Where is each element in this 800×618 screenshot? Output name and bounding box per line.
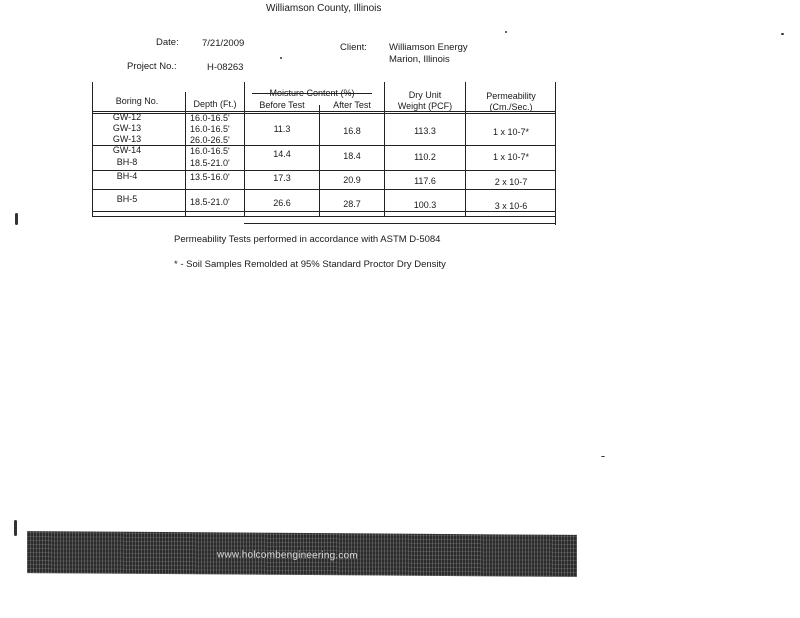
moisture-before-cell: 17.3 [273, 173, 291, 183]
moisture-before-cell: 26.6 [273, 198, 291, 208]
moisture-before-cell: 14.4 [273, 149, 291, 159]
project-label: Project No.: [127, 61, 177, 72]
dry-unit-cell: 110.2 [414, 152, 436, 162]
dry-unit-cell: 113.3 [414, 126, 436, 136]
dry-unit-cell: 100.3 [413, 200, 437, 210]
date-label: Date: [156, 37, 179, 48]
header-before-test: Before Test [259, 100, 305, 110]
permeability-cell: 3 x 10-6 [494, 201, 528, 211]
moisture-after-cell: 28.7 [343, 199, 361, 209]
boring-cell: BH-4 [116, 171, 138, 181]
scan-speck [15, 213, 18, 225]
depth-cell: 18.5-21.0' [190, 158, 230, 168]
scan-speck [781, 33, 784, 35]
header-depth: Depth (Ft.) [193, 99, 237, 109]
depth-cell: 16.0-16.5' [190, 113, 230, 123]
header-cm-sec: (Cm./Sec.) [489, 102, 533, 112]
footer-banner [27, 531, 577, 577]
client-location: Marion, Illinois [389, 54, 450, 65]
boring-cell: BH-8 [116, 157, 138, 167]
date-value: 7/21/2009 [202, 38, 245, 49]
depth-cell: 18.5-21.0' [190, 197, 230, 207]
header-weight-pcf: Weight (PCF) [397, 101, 453, 111]
permeability-cell: 2 x 10-7 [494, 177, 528, 187]
moisture-after-cell: 18.4 [343, 151, 361, 161]
scan-speck [14, 520, 17, 536]
boring-cell: GW-14 [112, 145, 142, 155]
header-boring-no: Boring No. [115, 96, 159, 106]
county-heading: Williamson County, Illinois [266, 3, 382, 14]
depth-cell: 13.5-16.0' [190, 172, 230, 182]
moisture-after-cell: 16.8 [343, 126, 361, 136]
scan-speck [601, 456, 605, 457]
scan-speck [280, 57, 282, 59]
depth-cell: 16.0-16.5' [190, 124, 230, 134]
scan-speck [505, 31, 507, 33]
header-dry-unit: Dry Unit [408, 90, 442, 100]
dry-unit-cell: 117.6 [414, 176, 436, 186]
header-after-test: After Test [333, 100, 371, 110]
boring-cell: BH-5 [116, 194, 138, 204]
boring-cell: GW-13 [112, 123, 142, 133]
client-label: Client: [340, 42, 367, 53]
remolded-note: * - Soil Samples Remolded at 95% Standard Proctor Dry Density [174, 259, 446, 270]
header-moisture-content: Moisture Content (%) [269, 88, 355, 98]
depth-cell: 26.0-26.5' [190, 135, 230, 145]
moisture-after-cell: 20.9 [343, 175, 361, 185]
boring-cell: GW-13 [112, 134, 142, 144]
moisture-before-cell: 11.3 [273, 124, 291, 134]
boring-cell: GW-12 [112, 112, 142, 122]
permeability-cell: 1 x 10-7* [492, 152, 530, 162]
footer-url: www.holcombengineering.com [217, 549, 358, 562]
depth-cell: 16.0-16.5' [190, 146, 230, 156]
astm-note: Permeability Tests performed in accordance with ASTM D-5084 [174, 234, 441, 245]
permeability-cell: 1 x 10-7* [492, 127, 530, 137]
project-value: H-08263 [207, 62, 244, 73]
header-permeability: Permeability [486, 91, 536, 101]
client-name: Williamson Energy [389, 42, 468, 53]
